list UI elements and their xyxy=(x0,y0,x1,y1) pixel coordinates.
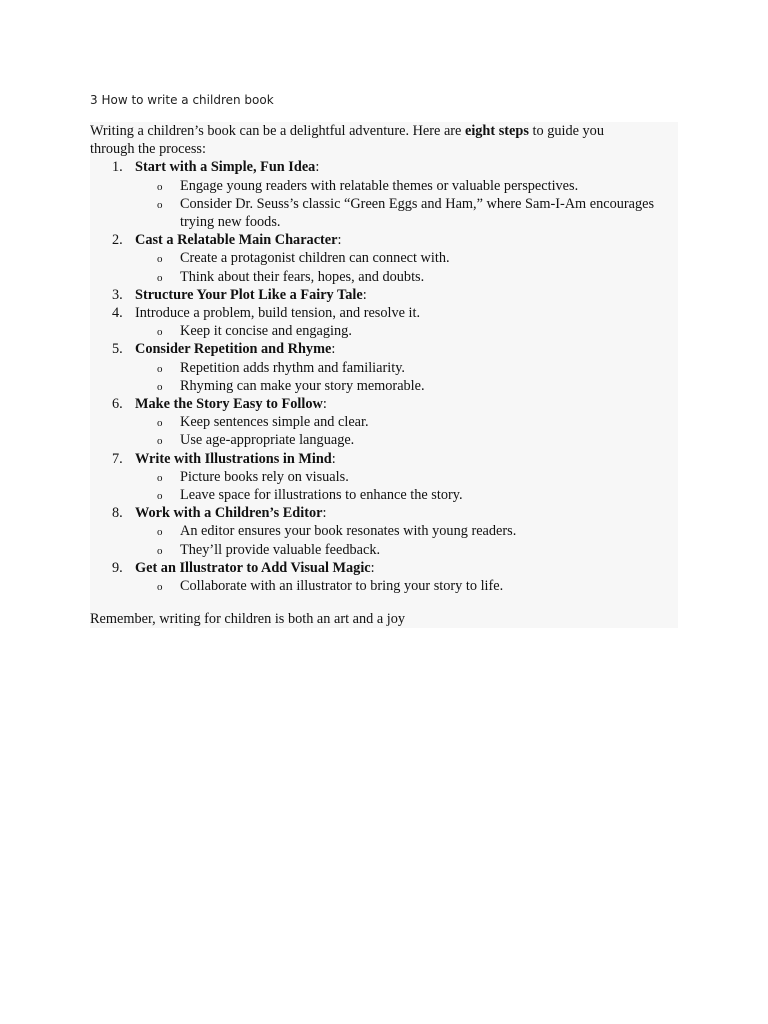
sub-item-text: Repetition adds rhythm and familiarity. xyxy=(180,359,405,376)
intro-line-2: through the process: xyxy=(90,141,206,158)
hollow-bullet-icon: o xyxy=(157,471,163,484)
sub-list xyxy=(135,577,678,595)
step-item xyxy=(90,340,678,395)
step-title: Write with Illustrations in Mind xyxy=(135,450,332,467)
intro-text-before: Writing a children’s book can be a delightful adventure. Here are xyxy=(90,123,465,139)
step-title-colon: : xyxy=(322,396,327,413)
step-title: Get an Illustrator to Add Visual Magic xyxy=(135,559,371,576)
sub-item-text: Engage young readers with relatable themes or valuable perspectives. xyxy=(180,177,579,194)
sub-list xyxy=(135,177,678,232)
hollow-bullet-icon: o xyxy=(157,417,163,430)
sub-list xyxy=(135,249,678,285)
intro-line-1 xyxy=(90,122,678,140)
closing-sentence: Remember, writing for children is both an art and a joy xyxy=(90,611,406,627)
sub-item-text: Keep sentences simple and clear. xyxy=(180,414,369,431)
step-title-colon: : xyxy=(362,286,367,303)
step-title-colon: : xyxy=(331,450,336,467)
hollow-bullet-icon: o xyxy=(157,326,163,339)
step-number: 4. xyxy=(112,305,123,322)
step-number: 2. xyxy=(112,232,123,249)
sub-item-text: Consider Dr. Seuss’s classic “Green Eggs and Ham,” where Sam-I-Am encourages trying new foods. xyxy=(180,195,655,231)
sub-item xyxy=(135,431,678,449)
intro-text-after: to guide you xyxy=(528,123,604,139)
step-number: 1. xyxy=(112,159,123,176)
sub-item xyxy=(135,359,678,377)
hollow-bullet-icon: o xyxy=(157,581,163,594)
sub-item xyxy=(135,177,678,195)
hollow-bullet-icon: o xyxy=(157,380,163,393)
sub-item-text: An editor ensures your book resonates with young readers. xyxy=(180,523,517,540)
sub-list xyxy=(135,413,678,449)
sub-item xyxy=(135,195,678,231)
hollow-bullet-icon: o xyxy=(157,362,163,375)
step-item xyxy=(90,286,678,304)
step-number: 9. xyxy=(112,559,123,576)
step-title-colon: : xyxy=(370,559,375,576)
sub-item xyxy=(135,522,678,540)
sub-item-text: Use age-appropriate language. xyxy=(180,432,355,449)
hollow-bullet-icon: o xyxy=(157,526,163,539)
hollow-bullet-icon: o xyxy=(157,435,163,448)
sub-list xyxy=(135,468,678,504)
sub-item xyxy=(135,322,678,340)
sub-item-text: Think about their fears, hopes, and doubts. xyxy=(180,268,425,285)
step-item xyxy=(90,304,678,340)
hollow-bullet-icon: o xyxy=(157,180,163,193)
sub-item xyxy=(135,541,678,559)
intro-paragraph xyxy=(90,122,678,158)
step-title: Cast a Relatable Main Character xyxy=(135,232,338,249)
hollow-bullet-icon: o xyxy=(157,253,163,266)
intro-bold-text: eight steps xyxy=(464,123,529,139)
sub-item-text: Rhyming can make your story memorable. xyxy=(180,377,425,394)
sub-list xyxy=(135,359,678,395)
hollow-bullet-icon: o xyxy=(157,544,163,557)
sub-item-text: They’ll provide valuable feedback. xyxy=(180,541,381,558)
sub-item-text: Collaborate with an illustrator to bring your story to life. xyxy=(180,578,504,595)
sub-list xyxy=(135,522,678,558)
step-number: 7. xyxy=(112,450,123,467)
step-item xyxy=(90,231,678,286)
step-title: Make the Story Easy to Follow xyxy=(135,396,323,413)
sub-item xyxy=(135,268,678,286)
hollow-bullet-icon: o xyxy=(157,490,163,503)
step-title-colon: : xyxy=(322,505,327,522)
step-number: 5. xyxy=(112,341,123,358)
sub-list xyxy=(135,322,678,340)
sub-item xyxy=(135,413,678,431)
sub-item-text: Create a protagonist children can connect with. xyxy=(180,250,450,267)
step-item xyxy=(90,559,678,595)
hollow-bullet-icon: o xyxy=(157,198,163,211)
step-item xyxy=(90,395,678,450)
sub-item xyxy=(135,468,678,486)
step-item xyxy=(90,504,678,559)
document-heading: 3 How to write a children book xyxy=(90,93,274,107)
step-title: Structure Your Plot Like a Fairy Tale xyxy=(135,286,363,303)
sub-item-text: Keep it concise and engaging. xyxy=(180,323,352,340)
step-title: Start with a Simple, Fun Idea xyxy=(135,159,316,176)
sub-item xyxy=(135,486,678,504)
step-title: Work with a Children’s Editor xyxy=(135,505,323,522)
step-title: Introduce a problem, build tension, and resolve it. xyxy=(135,305,421,322)
step-title: Consider Repetition and Rhyme xyxy=(135,341,332,358)
sub-item-text: Picture books rely on visuals. xyxy=(180,468,349,485)
step-title-colon: : xyxy=(315,159,320,176)
sub-item xyxy=(135,577,678,595)
hollow-bullet-icon: o xyxy=(157,271,163,284)
step-item xyxy=(90,450,678,505)
sub-item xyxy=(135,249,678,267)
sub-item-text: Leave space for illustrations to enhance the story. xyxy=(180,487,463,504)
step-number: 8. xyxy=(112,505,123,522)
steps-list xyxy=(90,158,678,595)
step-title-colon: : xyxy=(337,232,342,249)
step-item xyxy=(90,158,678,231)
step-number: 3. xyxy=(112,286,123,303)
step-number: 6. xyxy=(112,396,123,413)
step-title-colon: : xyxy=(331,341,336,358)
content-block xyxy=(90,122,678,628)
sub-item xyxy=(135,377,678,395)
